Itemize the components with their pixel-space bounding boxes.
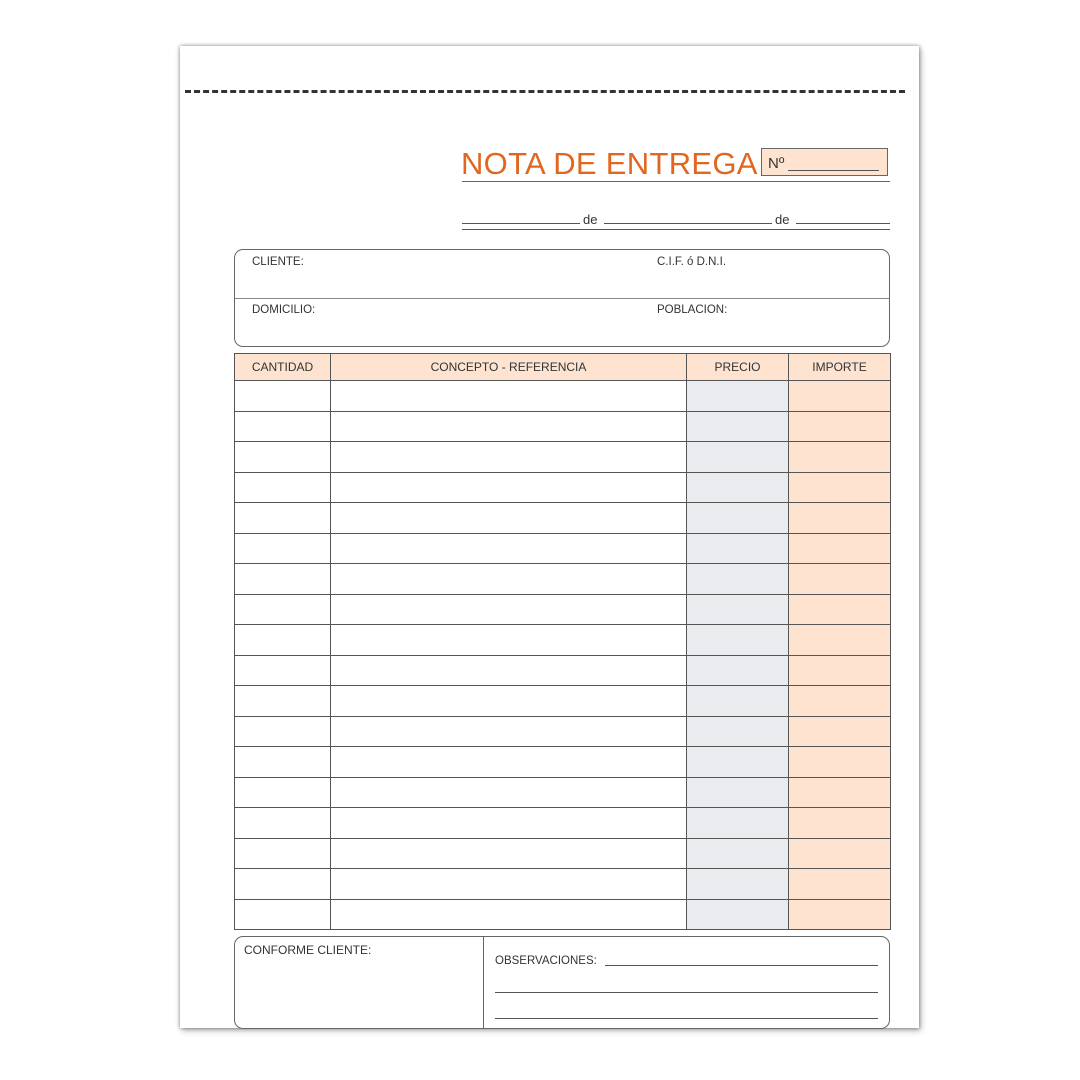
date-month-line [604, 223, 772, 224]
concepto-cell[interactable] [331, 533, 687, 564]
cantidad-cell[interactable] [235, 869, 331, 900]
concepto-cell[interactable] [331, 808, 687, 839]
cantidad-cell[interactable] [235, 808, 331, 839]
precio-cell[interactable] [687, 411, 789, 442]
precio-cell[interactable] [687, 381, 789, 412]
concepto-cell[interactable] [331, 716, 687, 747]
concepto-cell[interactable] [331, 777, 687, 808]
importe-cell[interactable] [789, 838, 891, 869]
concepto-cell[interactable] [331, 381, 687, 412]
concepto-cell[interactable] [331, 472, 687, 503]
cliente-label: CLIENTE: [252, 256, 304, 268]
importe-cell[interactable] [789, 442, 891, 473]
importe-cell[interactable] [789, 777, 891, 808]
concepto-cell[interactable] [331, 503, 687, 534]
date-year-line [796, 223, 890, 224]
concepto-cell[interactable] [331, 899, 687, 930]
date-word-1: de [583, 212, 598, 227]
concepto-cell[interactable] [331, 625, 687, 656]
cantidad-cell[interactable] [235, 747, 331, 778]
table-row [235, 838, 891, 869]
perforation-line [185, 90, 905, 93]
concepto-cell[interactable] [331, 411, 687, 442]
precio-cell[interactable] [687, 594, 789, 625]
concepto-cell[interactable] [331, 686, 687, 717]
precio-cell[interactable] [687, 716, 789, 747]
importe-cell[interactable] [789, 472, 891, 503]
cif-label: C.I.F. ó D.N.I. [657, 256, 727, 268]
table-row [235, 381, 891, 412]
precio-cell[interactable] [687, 747, 789, 778]
importe-cell[interactable] [789, 869, 891, 900]
importe-cell[interactable] [789, 533, 891, 564]
table-row [235, 655, 891, 686]
table-row [235, 686, 891, 717]
importe-cell[interactable] [789, 655, 891, 686]
items-table [234, 353, 891, 930]
cantidad-cell[interactable] [235, 533, 331, 564]
cantidad-cell[interactable] [235, 564, 331, 595]
precio-cell[interactable] [687, 686, 789, 717]
concepto-cell[interactable] [331, 594, 687, 625]
importe-cell[interactable] [789, 808, 891, 839]
importe-cell[interactable] [789, 899, 891, 930]
importe-cell[interactable] [789, 747, 891, 778]
precio-cell[interactable] [687, 655, 789, 686]
cantidad-cell[interactable] [235, 838, 331, 869]
number-label: Nº [768, 155, 785, 172]
cantidad-cell[interactable] [235, 655, 331, 686]
date-word-2: de [775, 212, 790, 227]
precio-cell[interactable] [687, 472, 789, 503]
cantidad-cell[interactable] [235, 381, 331, 412]
cantidad-cell[interactable] [235, 411, 331, 442]
header-concepto: CONCEPTO - REFERENCIA [331, 354, 687, 381]
form-title: NOTA DE ENTREGA [461, 146, 758, 181]
precio-cell[interactable] [687, 503, 789, 534]
cantidad-cell[interactable] [235, 594, 331, 625]
table-row [235, 625, 891, 656]
concepto-cell[interactable] [331, 838, 687, 869]
cantidad-cell[interactable] [235, 777, 331, 808]
importe-cell[interactable] [789, 503, 891, 534]
date-day-line [462, 223, 580, 224]
poblacion-label: POBLACION: [657, 304, 728, 316]
table-row [235, 716, 891, 747]
header-importe: IMPORTE [789, 354, 891, 381]
date-baseline [462, 229, 890, 230]
precio-cell[interactable] [687, 808, 789, 839]
importe-cell[interactable] [789, 625, 891, 656]
precio-cell[interactable] [687, 564, 789, 595]
number-field[interactable] [761, 148, 888, 176]
table-row [235, 869, 891, 900]
table-row [235, 411, 891, 442]
table-row [235, 777, 891, 808]
table-row [235, 808, 891, 839]
domicilio-label: DOMICILIO: [252, 304, 316, 316]
cantidad-cell[interactable] [235, 899, 331, 930]
concepto-cell[interactable] [331, 869, 687, 900]
precio-cell[interactable] [687, 625, 789, 656]
table-row [235, 594, 891, 625]
table-row [235, 564, 891, 595]
table-row [235, 472, 891, 503]
table-row [235, 533, 891, 564]
concepto-cell[interactable] [331, 442, 687, 473]
title-underline [462, 181, 890, 182]
precio-cell[interactable] [687, 899, 789, 930]
concepto-cell[interactable] [331, 564, 687, 595]
cantidad-cell[interactable] [235, 442, 331, 473]
precio-cell[interactable] [687, 869, 789, 900]
header-cantidad: CANTIDAD [235, 354, 331, 381]
items-body [235, 381, 891, 930]
precio-cell[interactable] [687, 838, 789, 869]
date-field[interactable] [462, 212, 890, 232]
observaciones-line-1[interactable] [605, 965, 878, 966]
number-line [788, 170, 879, 171]
precio-cell[interactable] [687, 777, 789, 808]
concepto-cell[interactable] [331, 655, 687, 686]
importe-cell[interactable] [789, 594, 891, 625]
footer-divider [483, 937, 484, 1028]
concepto-cell[interactable] [331, 747, 687, 778]
importe-cell[interactable] [789, 411, 891, 442]
importe-cell[interactable] [789, 686, 891, 717]
table-row [235, 503, 891, 534]
observaciones-label: OBSERVACIONES: [495, 955, 597, 967]
client-box-divider [235, 298, 889, 299]
conforme-label: CONFORME CLIENTE: [244, 943, 372, 957]
precio-cell[interactable] [687, 533, 789, 564]
importe-cell[interactable] [789, 716, 891, 747]
cantidad-cell[interactable] [235, 716, 331, 747]
table-row [235, 747, 891, 778]
client-info-box [234, 249, 890, 347]
header-precio: PRECIO [687, 354, 789, 381]
cantidad-cell[interactable] [235, 472, 331, 503]
table-header-row [235, 354, 891, 381]
importe-cell[interactable] [789, 564, 891, 595]
cantidad-cell[interactable] [235, 686, 331, 717]
importe-cell[interactable] [789, 381, 891, 412]
precio-cell[interactable] [687, 442, 789, 473]
footer-box [234, 936, 890, 1029]
cantidad-cell[interactable] [235, 503, 331, 534]
table-row [235, 899, 891, 930]
cantidad-cell[interactable] [235, 625, 331, 656]
table-row [235, 442, 891, 473]
observaciones-line-3[interactable] [495, 1018, 878, 1019]
observaciones-line-2[interactable] [495, 992, 878, 993]
